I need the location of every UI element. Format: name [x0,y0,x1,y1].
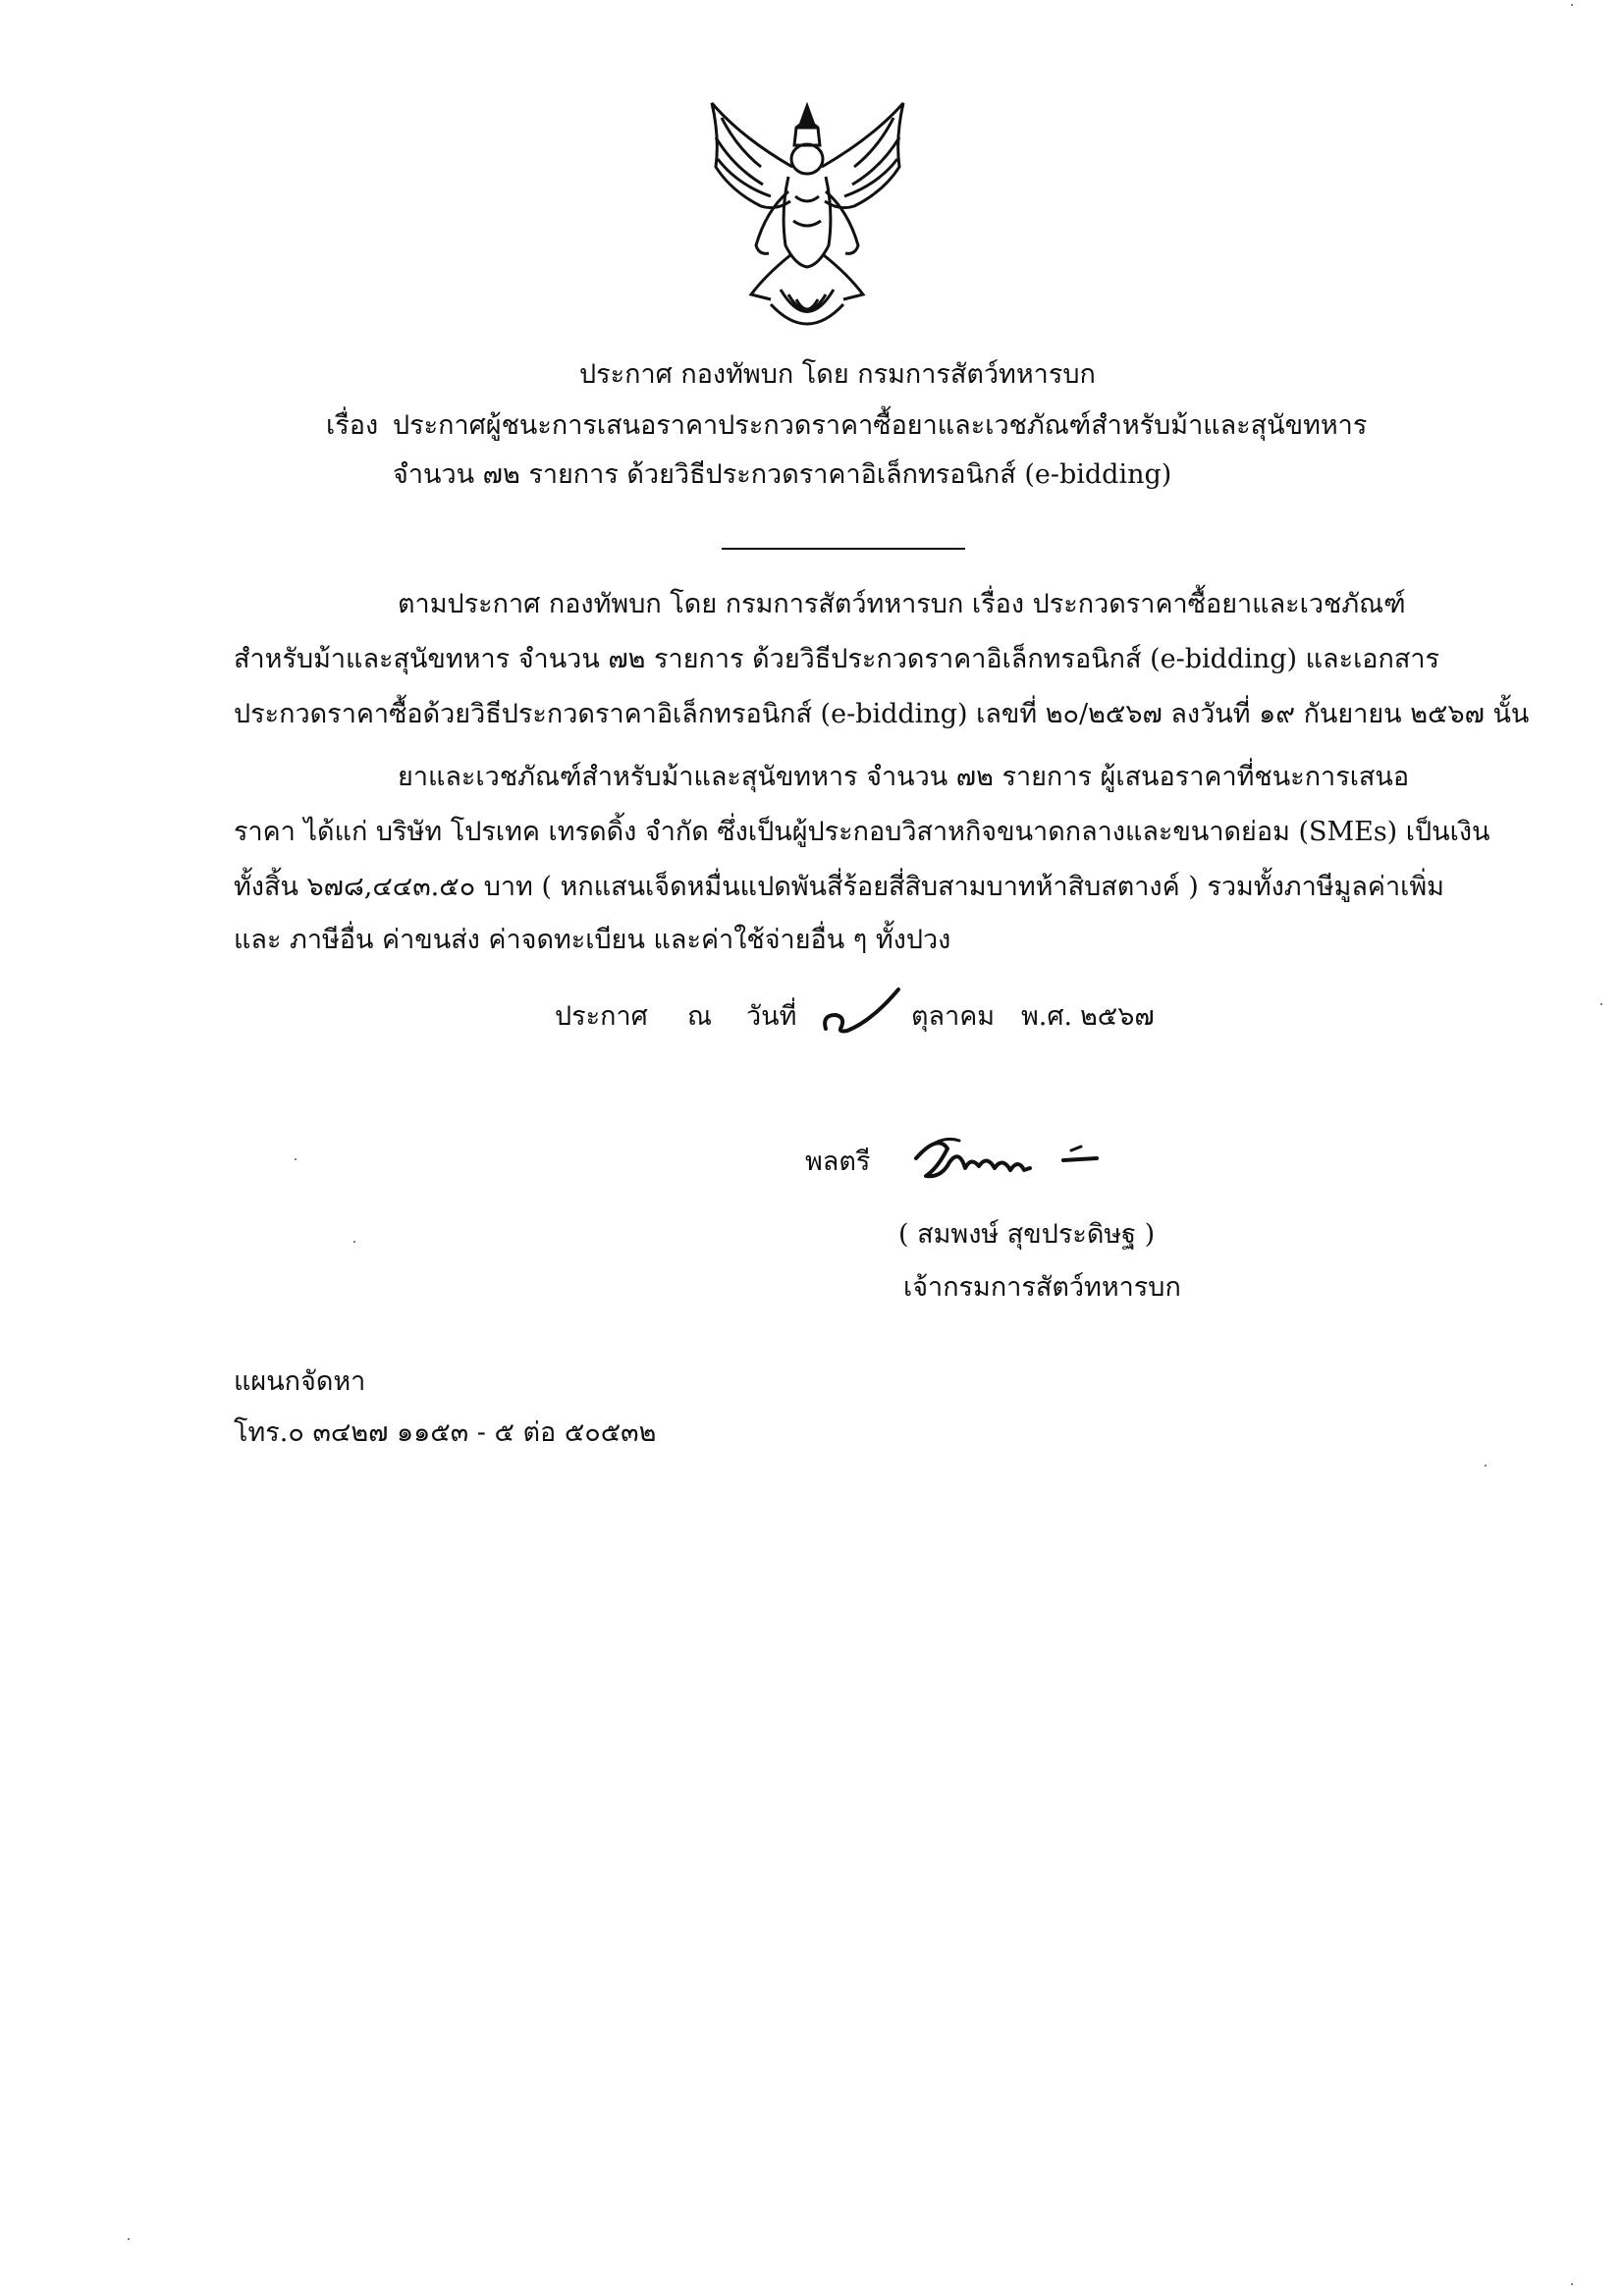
paragraph-1-line-2: สำหรับม้าและสุนัขทหาร จำนวน ๗๒ รายการ ด้วยวิธีประกวดราคาอิเล็กทรอนิกส์ (e-bidding) และเอกสาร [234,644,1439,674]
footer-phone: โทร.๐ ๓๔๒๗ ๑๑๕๓ - ๕ ต่อ ๕๐๕๓๒ [234,1417,657,1448]
date-day-label: วันที่ [746,1001,797,1032]
handwritten-day [818,982,906,1041]
garuda-emblem-icon [702,98,913,339]
divider-rule [722,548,965,550]
scan-speck [1571,4,1573,6]
scan-speck [1571,2283,1573,2285]
scan-speck [295,1158,297,1160]
scan-speck [1600,1003,1602,1005]
handwritten-signature [908,1129,1119,1198]
subject-line-1: ประกาศผู้ชนะการเสนอราคาประกวดราคาซื้อยาและเวชภัณฑ์สำหรับม้าและสุนัขทหาร [393,410,1368,441]
paragraph-2-line-4: และ ภาษีอื่น ค่าขนส่ง ค่าจดทะเบียน และค่าใช้จ่ายอื่น ๆ ทั้งปวง [234,925,951,955]
date-at: ณ [687,1001,713,1032]
date-year: ๒๕๖๗ [1080,1001,1155,1032]
date-era: พ.ศ. [1021,1001,1073,1032]
signer-name: ( สมพงษ์ สุขประดิษฐ ) [898,1219,1156,1250]
paragraph-1-line-3: ประกวดราคาซื้อด้วยวิธีประกวดราคาอิเล็กทรอนิกส์ (e-bidding) เลขที่ ๒๐/๒๕๖๗ ลงวันที่ ๑๙ กันยายน ๒๕๖๗ นั้น [234,699,1530,729]
scan-speck [353,1241,355,1243]
signer-position: เจ้ากรมการสัตว์ทหารบก [903,1272,1181,1303]
footer-department: แผนกจัดหา [234,1366,366,1397]
signer-rank: พลตรี [805,1147,871,1177]
announcement-header: ประกาศ กองทัพบก โดย กรมการสัตว์ทหารบก [579,359,1096,390]
paragraph-2-line-2: ราคา ได้แก่ บริษัท โปรเทค เทรดดิ้ง จำกัด ซึ่งเป็นผู้ประกอบวิสาหกิจขนาดกลางและขนาดย่อม (SMEs) เป็นเงิน [234,817,1490,847]
date-announced: ประกาศ [555,1001,648,1032]
paragraph-2-line-1: ยาและเวชภัณฑ์สำหรับม้าและสุนัขทหาร จำนวน ๗๒ รายการ ผู้เสนอราคาที่ชนะการเสนอ [398,762,1410,792]
subject-line-2: จำนวน ๗๒ รายการ ด้วยวิธีประกวดราคาอิเล็กทรอนิกส์ (e-bidding) [393,459,1172,490]
scan-speck [128,2238,130,2240]
subject-label: เรื่อง [326,410,379,441]
scan-speck [1485,1465,1487,1467]
date-month: ตุลาคม [911,1001,996,1032]
paragraph-2-line-3: ทั้งสิ้น ๖๗๘,๔๔๓.๕๐ บาท ( หกแสนเจ็ดหมื่นแปดพันสี่ร้อยสี่สิบสามบาทห้าสิบสตางค์ ) รวมทั้งภาษีมูลค่าเพิ่ม [234,872,1444,902]
paragraph-1-line-1: ตามประกาศ กองทัพบก โดย กรมการสัตว์ทหารบก เรื่อง ประกวดราคาซื้อยาและเวชภัณฑ์ [398,589,1406,619]
